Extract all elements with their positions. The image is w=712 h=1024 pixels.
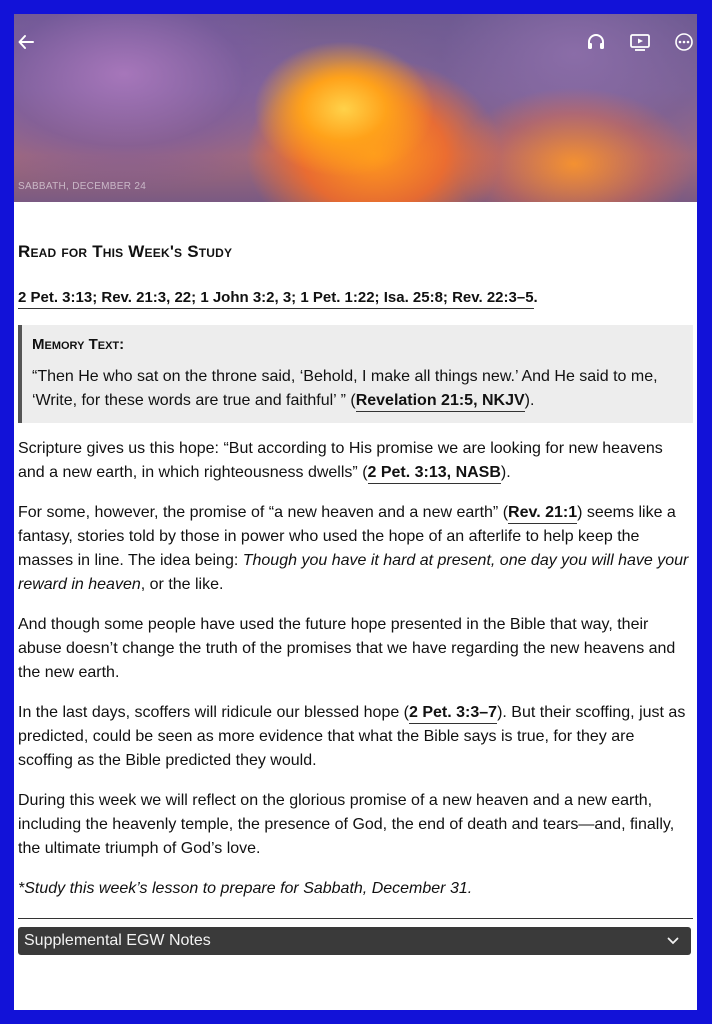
paragraph: In the last days, scoffers will ridicule our blessed hope (2 Pet. 3:3–7). But their scoffing, just as predicted, could be seen as more evidence that what the Bible says is true, for they are scoffing as the Bible predicted they would. bbox=[18, 704, 686, 769]
arrow-left-icon bbox=[17, 33, 35, 51]
chevron-down-icon bbox=[667, 937, 679, 945]
lesson-content bbox=[14, 240, 697, 955]
divider bbox=[18, 918, 693, 919]
lesson-page bbox=[14, 14, 697, 1010]
video-play-icon bbox=[629, 32, 651, 52]
reading-references: 2 Pet. 3:13; Rev. 21:3, 22; 1 John 3:2, 3; 1 Pet. 1:22; Isa. 25:8; Rev. 22:3–5. bbox=[18, 286, 693, 310]
verse-link[interactable]: Rev. 21:1 bbox=[508, 504, 577, 524]
back-button[interactable] bbox=[14, 30, 38, 54]
paragraph: And though some people have used the future hope presented in the Bible that way, their abuse doesn’t change the truth of the promises that we have regarding the new heavens and the new earth. bbox=[18, 616, 676, 681]
paragraph: For some, however, the promise of “a new heaven and a new earth” (Rev. 21:1) seems like a fantasy, stories told by those in power who used the hope of an afterlife to help keep the masses in line. The idea being: Though you have it hard at present, one day you will have your reward in heaven, or the like. bbox=[18, 504, 689, 593]
paragraph: Scripture gives us this hope: “But according to His promise we are looking for new heavens and a new earth, in which righteousness dwells” (2 Pet. 3:13, NASB). bbox=[18, 437, 693, 485]
study-note: *Study this week’s lesson to prepare for Sabbath, December 31. bbox=[18, 880, 473, 897]
header-image bbox=[14, 14, 697, 202]
memory-text-body: “Then He who sat on the throne said, ‘Behold, I make all things new.’ And He said to me, ‘Write, for these words are true and faithful’ ” (Revelation 21:5, NKJV). bbox=[32, 365, 683, 413]
reading-references-link[interactable]: 2 Pet. 3:13; Rev. 21:3, 22; 1 John 3:2, 3; 1 Pet. 1:22; Isa. 25:8; Rev. 22:3–5 bbox=[18, 289, 534, 309]
paragraph: During this week we will reflect on the glorious promise of a new heaven and a new earth, including the heavenly temple, the presence of God, the end of death and tears—and, finally, the ultimate triumph of God’s love. bbox=[18, 792, 675, 857]
supplemental-notes-toggle[interactable] bbox=[18, 927, 691, 955]
video-button[interactable] bbox=[628, 30, 652, 54]
headphones-icon bbox=[586, 32, 606, 52]
verse-link[interactable]: 2 Pet. 3:3–7 bbox=[409, 704, 497, 724]
memory-verse-link[interactable]: Revelation 21:5, NKJV bbox=[356, 392, 525, 412]
more-button[interactable] bbox=[672, 30, 696, 54]
audio-button[interactable] bbox=[584, 30, 608, 54]
supplemental-notes-label: Supplemental EGW Notes bbox=[24, 932, 211, 949]
memory-text-label: Memory Text: bbox=[32, 336, 125, 353]
memory-text-box bbox=[18, 325, 693, 423]
date-label: SABBATH, DECEMBER 24 bbox=[18, 181, 147, 192]
section-title: Read for This Week's Study bbox=[18, 242, 233, 261]
verse-link[interactable]: 2 Pet. 3:13, NASB bbox=[368, 464, 501, 484]
more-options-icon bbox=[674, 32, 694, 52]
